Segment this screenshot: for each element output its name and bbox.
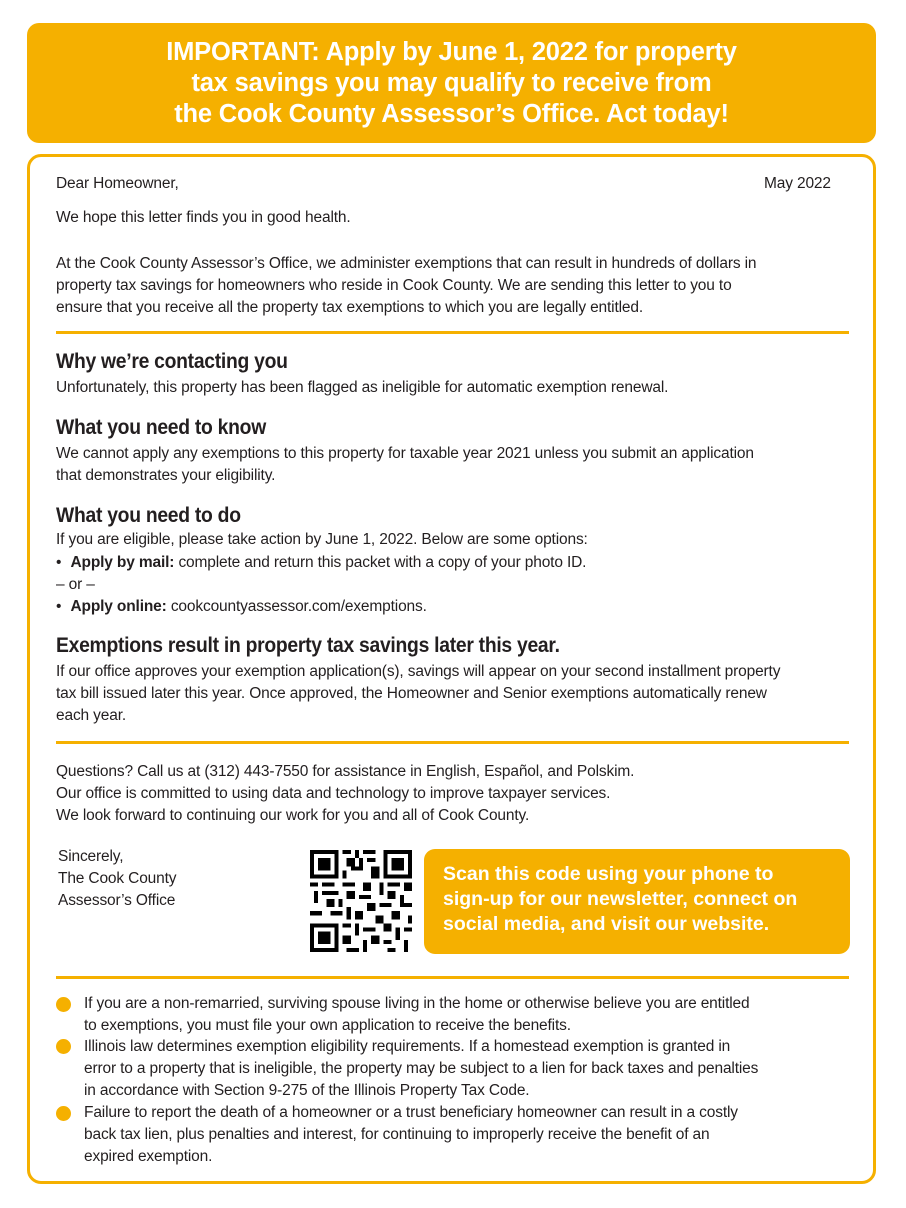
option-apply-by-mail: [56, 552, 586, 574]
option-label: Apply online:: [70, 598, 167, 615]
bullet: •: [56, 554, 62, 571]
qr-cta-line: Scan this code using your phone to: [443, 863, 774, 885]
section-heading-know: What you need to know: [56, 416, 266, 439]
bullet: •: [56, 598, 62, 615]
note-line: expired exemption.: [84, 1148, 213, 1165]
salutation: Dear Homeowner,: [56, 175, 179, 192]
divider: [56, 741, 849, 744]
contact-line: Our office is committed to using data and technology to improve taxpayer services.: [56, 785, 611, 802]
note-line: to exemptions, you must file your own application to receive the benefits.: [84, 1017, 571, 1034]
contact-line-phone: Questions? Call us at (312) 443-7550 for assistance in English, Español, and Polskim.: [56, 763, 635, 780]
intro-paragraph-1: We hope this letter finds you in good health.: [56, 209, 351, 226]
option-text: complete and return this packet with a copy of your photo ID.: [174, 554, 587, 571]
section-heading-do: What you need to do: [56, 504, 241, 527]
section-text: that demonstrates your eligibility.: [56, 467, 276, 484]
note-line: If you are a non-remarried, surviving spouse living in the home or otherwise believe you are entitled: [84, 995, 750, 1012]
section-text: tax bill issued later this year. Once approved, the Homeowner and Senior exemptions automatically renew: [56, 685, 767, 702]
bullet-dot-icon: [56, 1039, 71, 1054]
option-label: Apply by mail:: [70, 554, 175, 571]
section-text: We cannot apply any exemptions to this property for taxable year 2021 unless you submit an application: [56, 445, 754, 462]
website-link[interactable]: cookcountyassessor.com/exemptions.: [166, 598, 427, 615]
section-heading-why: Why we’re contacting you: [56, 350, 288, 373]
section-text: If our office approves your exemption application(s), savings will appear on your second installment property: [56, 663, 781, 680]
divider: [56, 331, 849, 334]
section-text: If you are eligible, please take action by June 1, 2022. Below are some options:: [56, 531, 588, 548]
note-line: error to a property that is ineligible, the property may be subject to a lien for back taxes and penalties: [84, 1060, 759, 1077]
banner-line: tax savings you may qualify to receive from: [191, 69, 712, 97]
section-text: Unfortunately, this property has been flagged as ineligible for automatic exemption renewal.: [56, 379, 669, 396]
letter-date: May 2022: [764, 175, 831, 192]
important-banner: [27, 23, 876, 143]
intro-line: ensure that you receive all the property tax exemptions to which you are legally entitled.: [56, 299, 644, 316]
note-line: Failure to report the death of a homeowner or a trust beneficiary homeowner can result in a costly: [84, 1104, 738, 1121]
section-text: each year.: [56, 707, 127, 724]
note-line: in accordance with Section 9-275 of the Illinois Property Tax Code.: [84, 1082, 530, 1099]
note-line: Illinois law determines exemption eligibility requirements. If a homestead exemption is granted in: [84, 1038, 731, 1055]
signoff-line: The Cook County: [58, 870, 177, 887]
bullet-dot-icon: [56, 1106, 71, 1121]
banner-line: IMPORTANT: Apply by June 1, 2022 for property: [166, 38, 737, 66]
signoff-line: Assessor’s Office: [58, 892, 176, 909]
note-line: back tax lien, plus penalties and interest, for continuing to improperly receive the benefit of an: [84, 1126, 710, 1143]
divider: [56, 976, 849, 979]
intro-line: At the Cook County Assessor’s Office, we administer exemptions that can result in hundreds of dollars in: [56, 255, 757, 272]
signoff-line: Sincerely,: [58, 848, 124, 865]
qr-code-icon[interactable]: [310, 850, 412, 952]
bullet-dot-icon: [56, 997, 71, 1012]
intro-line: property tax savings for homeowners who reside in Cook County. We are sending this letter to you to: [56, 277, 732, 294]
banner-line: the Cook County Assessor’s Office. Act today!: [174, 100, 729, 128]
contact-line: We look forward to continuing our work for you and all of Cook County.: [56, 807, 530, 824]
qr-cta-line: sign-up for our newsletter, connect on: [443, 888, 798, 910]
section-heading-savings: Exemptions result in property tax savings later this year.: [56, 634, 560, 657]
qr-cta-line: social media, and visit our website.: [443, 913, 770, 935]
option-apply-online: [56, 596, 427, 618]
or-separator: – or –: [56, 576, 95, 593]
qr-cta-box: [424, 849, 850, 954]
